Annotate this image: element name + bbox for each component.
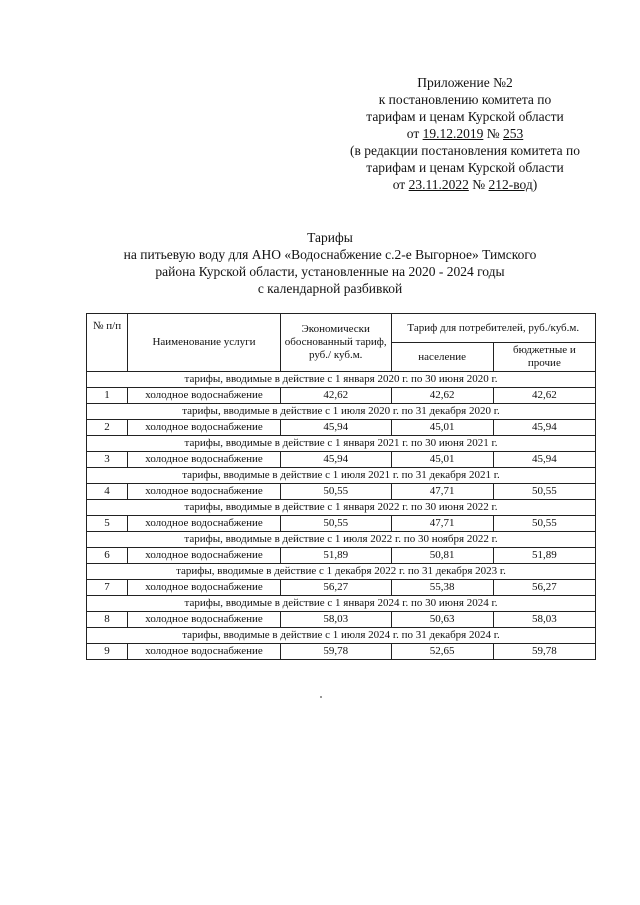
row-num: 4 [87, 484, 128, 500]
period-label: тарифы, вводимые в действие с 1 января 2022 г. по 30 июня 2022 г. [87, 500, 596, 516]
appendix-title: Приложение №2 [417, 75, 513, 90]
row-population: 42,62 [391, 388, 493, 404]
row-econ: 59,78 [280, 644, 391, 660]
table-row [87, 388, 596, 404]
title-line-3: района Курской области, установленные на 2020 - 2024 годы [155, 264, 505, 279]
row-population: 55,38 [391, 580, 493, 596]
row-population: 52,65 [391, 644, 493, 660]
period-row [87, 532, 596, 548]
table-row [87, 548, 596, 564]
period-label: тарифы, вводимые в действие с 1 июля 2022 г. по 30 ноября 2022 г. [87, 532, 596, 548]
period-row [87, 500, 596, 516]
appendix-line-6: тарифам и ценам Курской области [366, 160, 564, 175]
row-service: холодное водоснабжение [128, 548, 281, 564]
row-econ: 56,27 [280, 580, 391, 596]
period-label: тарифы, вводимые в действие с 1 января 2021 г. по 30 июня 2021 г. [87, 436, 596, 452]
table-row [87, 516, 596, 532]
row-num: 9 [87, 644, 128, 660]
row-population: 45,01 [391, 420, 493, 436]
row-econ: 45,94 [280, 452, 391, 468]
period-label: тарифы, вводимые в действие с 1 июля 2021 г. по 31 декабря 2021 г. [87, 468, 596, 484]
document-title [90, 229, 570, 297]
header-name: Наименование услуги [128, 314, 281, 372]
period-row [87, 596, 596, 612]
row-population: 47,71 [391, 516, 493, 532]
header-population: население [391, 343, 493, 372]
row-service: холодное водоснабжение [128, 420, 281, 436]
period-row [87, 628, 596, 644]
header-num: № п/п [87, 314, 128, 372]
row-budget: 45,94 [493, 452, 595, 468]
row-num: 8 [87, 612, 128, 628]
row-population: 50,63 [391, 612, 493, 628]
row-population: 50,81 [391, 548, 493, 564]
row-econ: 50,55 [280, 516, 391, 532]
period-label: тарифы, вводимые в действие с 1 января 2024 г. по 30 июня 2024 г. [87, 596, 596, 612]
period-row [87, 468, 596, 484]
table-row [87, 484, 596, 500]
tariff-table [86, 313, 596, 660]
period-label: тарифы, вводимые в действие с 1 июля 2020 г. по 31 декабря 2020 г. [87, 404, 596, 420]
table-row [87, 452, 596, 468]
row-num: 2 [87, 420, 128, 436]
period-label: тарифы, вводимые в действие с 1 июля 2024 г. по 31 декабря 2024 г. [87, 628, 596, 644]
row-budget: 51,89 [493, 548, 595, 564]
row-budget: 56,27 [493, 580, 595, 596]
appendix-decree-ref: от 19.12.2019 № 253 [406, 126, 524, 141]
header-econ: Экономически обоснованный тариф, руб./ куб.м. [280, 314, 391, 372]
row-num: 3 [87, 452, 128, 468]
title-heading: Тарифы [307, 230, 353, 245]
amend-number: 212-вод [488, 177, 533, 192]
appendix-header [330, 74, 600, 193]
table-row [87, 420, 596, 436]
row-population: 45,01 [391, 452, 493, 468]
row-budget: 45,94 [493, 420, 595, 436]
appendix-amend-ref: от 23.11.2022 № 212-вод) [392, 177, 538, 192]
row-budget: 42,62 [493, 388, 595, 404]
row-service: холодное водоснабжение [128, 612, 281, 628]
header-budget: бюджетные и прочие [493, 343, 595, 372]
row-budget: 59,78 [493, 644, 595, 660]
title-line-4: с календарной разбивкой [257, 281, 403, 296]
table-row [87, 580, 596, 596]
row-budget: 58,03 [493, 612, 595, 628]
title-line-2: на питьевую воду для АНО «Водоснабжение с.2-е Выгорное» Тимского [123, 247, 537, 262]
decree-number: 253 [503, 126, 524, 141]
period-row [87, 404, 596, 420]
row-num: 6 [87, 548, 128, 564]
row-num: 7 [87, 580, 128, 596]
row-budget: 50,55 [493, 484, 595, 500]
row-econ: 50,55 [280, 484, 391, 500]
row-econ: 45,94 [280, 420, 391, 436]
row-service: холодное водоснабжение [128, 484, 281, 500]
row-service: холодное водоснабжение [128, 644, 281, 660]
row-num: 5 [87, 516, 128, 532]
appendix-line-2: к постановлению комитета по [378, 92, 552, 107]
header-consumers: Тариф для потребителей, руб./куб.м. [391, 314, 595, 343]
period-label: тарифы, вводимые в действие с 1 декабря 2022 г. по 31 декабря 2023 г. [87, 564, 596, 580]
amend-date: 23.11.2022 [408, 177, 469, 192]
appendix-line-5: (в редакции постановления комитета по [349, 143, 580, 158]
row-service: холодное водоснабжение [128, 580, 281, 596]
period-label: тарифы, вводимые в действие с 1 января 2020 г. по 30 июня 2020 г. [87, 372, 596, 388]
row-service: холодное водоснабжение [128, 388, 281, 404]
appendix-line-3: тарифам и ценам Курской области [366, 109, 564, 124]
row-population: 47,71 [391, 484, 493, 500]
period-row [87, 564, 596, 580]
scan-speck [320, 696, 322, 698]
row-econ: 58,03 [280, 612, 391, 628]
row-service: холодное водоснабжение [128, 452, 281, 468]
row-econ: 51,89 [280, 548, 391, 564]
row-service: холодное водоснабжение [128, 516, 281, 532]
row-econ: 42,62 [280, 388, 391, 404]
row-num: 1 [87, 388, 128, 404]
decree-date: 19.12.2019 [422, 126, 484, 141]
period-row [87, 436, 596, 452]
period-row [87, 372, 596, 388]
table-row [87, 644, 596, 660]
table-row [87, 612, 596, 628]
row-budget: 50,55 [493, 516, 595, 532]
